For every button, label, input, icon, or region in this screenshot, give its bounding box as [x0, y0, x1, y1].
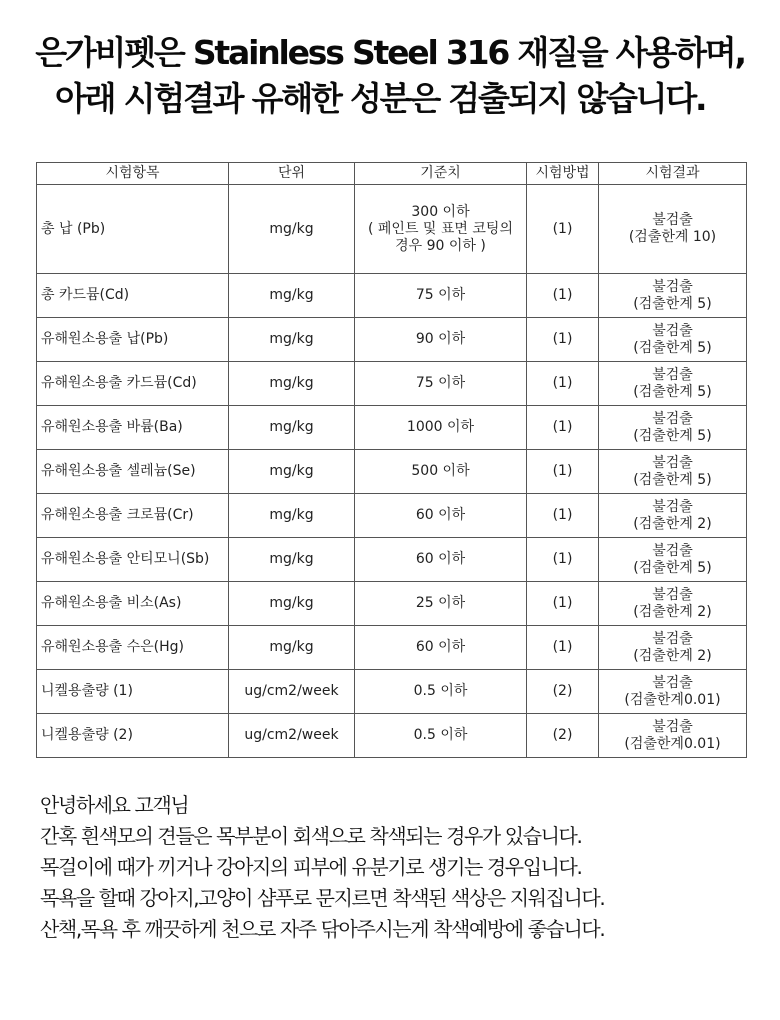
cell-item: 니켈용출량 (1)	[37, 670, 229, 714]
result-detection-limit: (검출한계 2)	[633, 647, 712, 664]
cell-unit: mg/kg	[229, 494, 355, 538]
cell-item: 유해원소용출 안티모니(Sb)	[37, 538, 229, 582]
cell-unit: mg/kg	[229, 582, 355, 626]
table-row	[37, 318, 747, 362]
cell-result	[599, 494, 747, 538]
cell-standard	[355, 185, 527, 274]
result-status: 불검출	[652, 278, 693, 295]
table-row	[37, 362, 747, 406]
cell-unit: mg/kg	[229, 450, 355, 494]
cell-unit: mg/kg	[229, 318, 355, 362]
cell-method: (1)	[527, 494, 599, 538]
cell-standard: 60 이하	[355, 626, 527, 670]
cell-standard: 60 이하	[355, 494, 527, 538]
cell-result	[599, 274, 747, 318]
cell-result	[599, 318, 747, 362]
cell-item: 유해원소용출 셀레늄(Se)	[37, 450, 229, 494]
cell-method: (2)	[527, 670, 599, 714]
notice-greeting: 안녕하세요 고객님	[40, 793, 189, 817]
cell-standard: 25 이하	[355, 582, 527, 626]
cell-method: (1)	[527, 362, 599, 406]
cell-unit: ug/cm2/week	[229, 670, 355, 714]
result-detection-limit: (검출한계0.01)	[624, 735, 721, 752]
cell-item: 유해원소용출 납(Pb)	[37, 318, 229, 362]
cell-method: (1)	[527, 185, 599, 274]
cell-result	[599, 450, 747, 494]
cell-method: (2)	[527, 714, 599, 758]
cell-standard: 75 이하	[355, 362, 527, 406]
customer-notice	[40, 790, 770, 945]
notice-line: 간혹 흰색모의 견들은 목부분이 회색으로 착색되는 경우가 있습니다.	[40, 824, 582, 848]
cell-item: 총 카드뮴(Cd)	[37, 274, 229, 318]
cell-method: (1)	[527, 450, 599, 494]
standard-line: 경우 90 이하 )	[395, 237, 486, 254]
cell-item: 총 납 (Pb)	[37, 185, 229, 274]
headline	[0, 30, 780, 122]
result-detection-limit: (검출한계 5)	[633, 471, 712, 488]
result-status: 불검출	[652, 498, 693, 515]
cell-method: (1)	[527, 406, 599, 450]
cell-unit: mg/kg	[229, 538, 355, 582]
standard-line: ( 페인트 및 표면 코팅의	[368, 220, 513, 237]
header-result: 시험결과	[599, 163, 747, 185]
cell-item: 니켈용출량 (2)	[37, 714, 229, 758]
cell-standard: 500 이하	[355, 450, 527, 494]
result-status: 불검출	[652, 454, 693, 471]
table-row	[37, 494, 747, 538]
cell-unit: mg/kg	[229, 274, 355, 318]
result-detection-limit: (검출한계0.01)	[624, 691, 721, 708]
standard-line: 300 이하	[411, 203, 470, 220]
cell-result	[599, 582, 747, 626]
result-status: 불검출	[652, 586, 693, 603]
result-detection-limit: (검출한계 5)	[633, 559, 712, 576]
table-header-row	[37, 163, 747, 185]
cell-item: 유해원소용출 비소(As)	[37, 582, 229, 626]
result-detection-limit: (검출한계 2)	[633, 603, 712, 620]
cell-item: 유해원소용출 바륨(Ba)	[37, 406, 229, 450]
header-standard: 기준치	[355, 163, 527, 185]
cell-result	[599, 185, 747, 274]
cell-method: (1)	[527, 626, 599, 670]
cell-method: (1)	[527, 274, 599, 318]
header-method: 시험방법	[527, 163, 599, 185]
headline-line-2: 아래 시험결과 유해한 성분은 검출되지 않습니다.	[55, 79, 706, 118]
cell-unit: ug/cm2/week	[229, 714, 355, 758]
table-row	[37, 538, 747, 582]
cell-result	[599, 362, 747, 406]
table-row	[37, 406, 747, 450]
result-status: 불검출	[652, 212, 693, 228]
result-status: 불검출	[652, 410, 693, 427]
table-body	[37, 185, 747, 758]
notice-line: 산책,목욕 후 깨끗하게 천으로 자주 닦아주시는게 착색예방에 좋습니다.	[40, 917, 605, 941]
cell-result	[599, 406, 747, 450]
table-row	[37, 626, 747, 670]
result-detection-limit: (검출한계 2)	[633, 515, 712, 532]
cell-unit: mg/kg	[229, 406, 355, 450]
cell-unit: mg/kg	[229, 362, 355, 406]
table-row	[37, 714, 747, 758]
result-status: 불검출	[652, 322, 693, 339]
result-status: 불검출	[652, 366, 693, 383]
result-status: 불검출	[652, 718, 693, 735]
table-row	[37, 670, 747, 714]
result-detection-limit: (검출한계 5)	[633, 427, 712, 444]
cell-result	[599, 670, 747, 714]
cell-result	[599, 538, 747, 582]
cell-item: 유해원소용출 수은(Hg)	[37, 626, 229, 670]
cell-unit: mg/kg	[229, 626, 355, 670]
table-row	[37, 274, 747, 318]
cell-unit: mg/kg	[229, 185, 355, 274]
cell-standard: 1000 이하	[355, 406, 527, 450]
notice-line: 목욕을 할때 강아지,고양이 샴푸로 문지르면 착색된 색상은 지워집니다.	[40, 886, 605, 910]
notice-line: 목걸이에 때가 끼거나 강아지의 피부에 유분기로 생기는 경우입니다.	[40, 855, 582, 879]
table-row	[37, 582, 747, 626]
cell-standard: 60 이하	[355, 538, 527, 582]
cell-item: 유해원소용출 크로뮴(Cr)	[37, 494, 229, 538]
cell-result	[599, 714, 747, 758]
cell-method: (1)	[527, 318, 599, 362]
result-detection-limit: (검출한계 5)	[633, 295, 712, 312]
cell-standard: 0.5 이하	[355, 714, 527, 758]
result-detection-limit: (검출한계 10)	[628, 229, 717, 245]
result-detection-limit: (검출한계 5)	[633, 339, 712, 356]
cell-method: (1)	[527, 582, 599, 626]
table-row	[37, 185, 747, 274]
result-status: 불검출	[652, 542, 693, 559]
result-status: 불검출	[652, 674, 693, 691]
cell-standard: 0.5 이하	[355, 670, 527, 714]
cell-result	[599, 626, 747, 670]
cell-standard: 75 이하	[355, 274, 527, 318]
table-row	[37, 450, 747, 494]
cell-item: 유해원소용출 카드뮴(Cd)	[37, 362, 229, 406]
cell-standard: 90 이하	[355, 318, 527, 362]
cell-method: (1)	[527, 538, 599, 582]
header-unit: 단위	[229, 163, 355, 185]
result-detection-limit: (검출한계 5)	[633, 383, 712, 400]
test-results-table	[36, 162, 747, 758]
result-status: 불검출	[652, 630, 693, 647]
header-test-item: 시험항목	[37, 163, 229, 185]
headline-line-1: 은가비펫은 Stainless Steel 316 재질을 사용하며,	[35, 33, 745, 72]
